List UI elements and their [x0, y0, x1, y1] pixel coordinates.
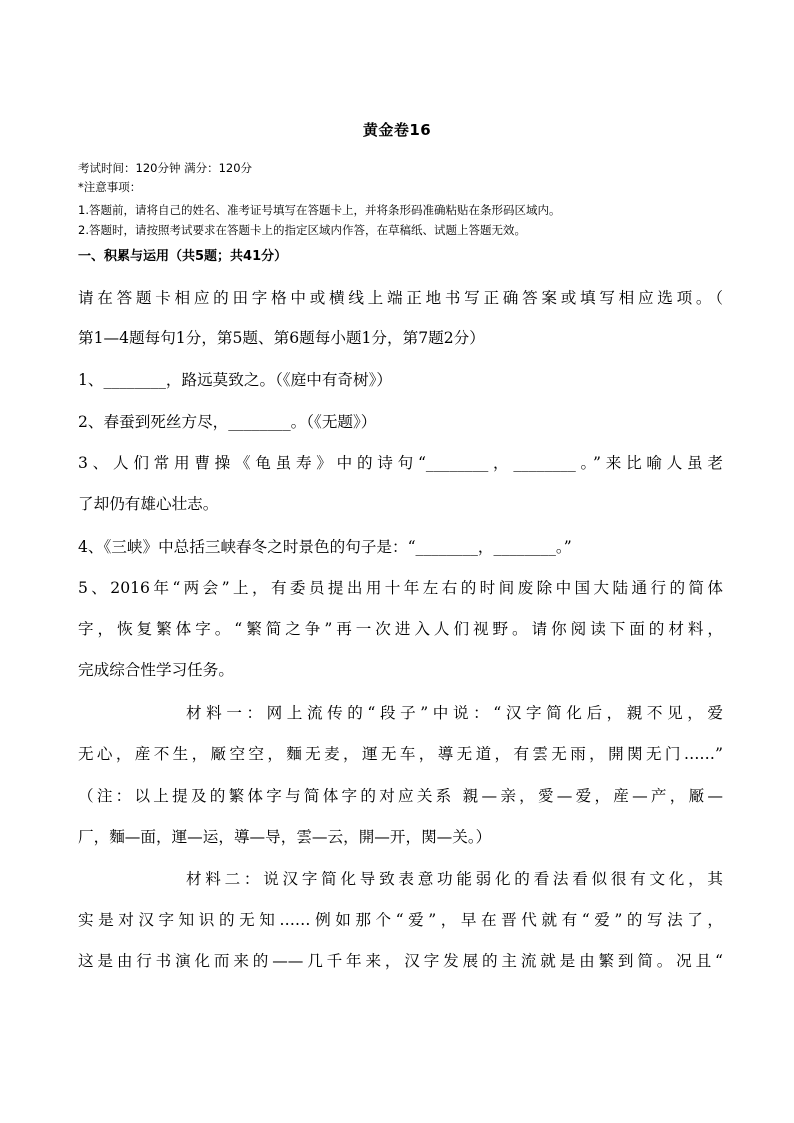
material-2-line-2: 实是对汉字知识的无知……例如那个“爱”，早在晋代就有“爱”的写法了，: [78, 911, 723, 929]
page-title: 黄金卷16: [362, 121, 432, 139]
note-2: 2.答题时，请按照考试要求在答题卡上的指定区域内作答，在草稿纸、试题上答题无效。: [78, 223, 526, 237]
instruction-line-1: 请在答题卡相应的田字格中或横线上端正地书写正确答案或填写相应选项。（: [78, 289, 723, 307]
material-1-line-2: 无心，産不生，厰空空，麵无麦，運无车，導无道，有雲无雨，開関无门……”: [78, 745, 723, 763]
material-1-line-3: （注：以上提及的繁体字与简体字的对应关系 親—亲，愛—爱，産—产，厰—: [78, 787, 723, 805]
question-3-line-2: 了却仍有雄心壮志。: [78, 495, 219, 513]
material-2-line-3: 这是由行书演化而来的——几千年来，汉字发展的主流就是由繁到简。况且“: [78, 952, 723, 970]
exam-time-score: 考试时间：120分钟 满分：120分: [78, 161, 253, 175]
material-1-line-4: 厂，麵—面，運—运，導—导，雲—云，開—开，関—关。）: [78, 828, 492, 846]
question-5-line-2: 字，恢复繁体字。“繁简之争”再一次进入人们视野。请你阅读下面的材料，: [78, 620, 723, 638]
question-5-line-1: 5、2016年“两会”上，有委员提出用十年左右的时间废除中国大陆通行的简体: [78, 579, 723, 597]
note-1: 1.答题前，请将自己的姓名、准考证号填写在答题卡上，并将条形码准确粘贴在条形码区域内。: [78, 203, 561, 217]
material-1-line-1: 材料一：网上流传的“段子”中说：“汉字简化后，親不见，爱: [186, 704, 723, 722]
question-1: 1、________，路远莫致之。（《庭中有奇树》）: [78, 371, 392, 389]
notes-heading: *注意事项：: [78, 180, 142, 194]
question-3-line-1: 3、人们常用曹操《龟虽寿》中的诗句“________，________。”来比喻人虽老: [78, 454, 723, 472]
instruction-line-2: 第1—4题每句1分，第5题、第6题每小题1分，第7题2分）: [78, 329, 485, 347]
question-2: 2、春蚕到死丝方尽，________。（《无题》）: [78, 413, 377, 431]
question-4: 4、《三峡》中总括三峡春冬之时景色的句子是：“________，________。”: [78, 538, 572, 556]
question-5-line-3: 完成综合性学习任务。: [78, 661, 234, 679]
section-heading: 一、积累与运用（共5题；共41分）: [78, 249, 288, 264]
material-2-line-1: 材料二：说汉字简化导致表意功能弱化的看法看似很有文化，其: [186, 870, 723, 888]
